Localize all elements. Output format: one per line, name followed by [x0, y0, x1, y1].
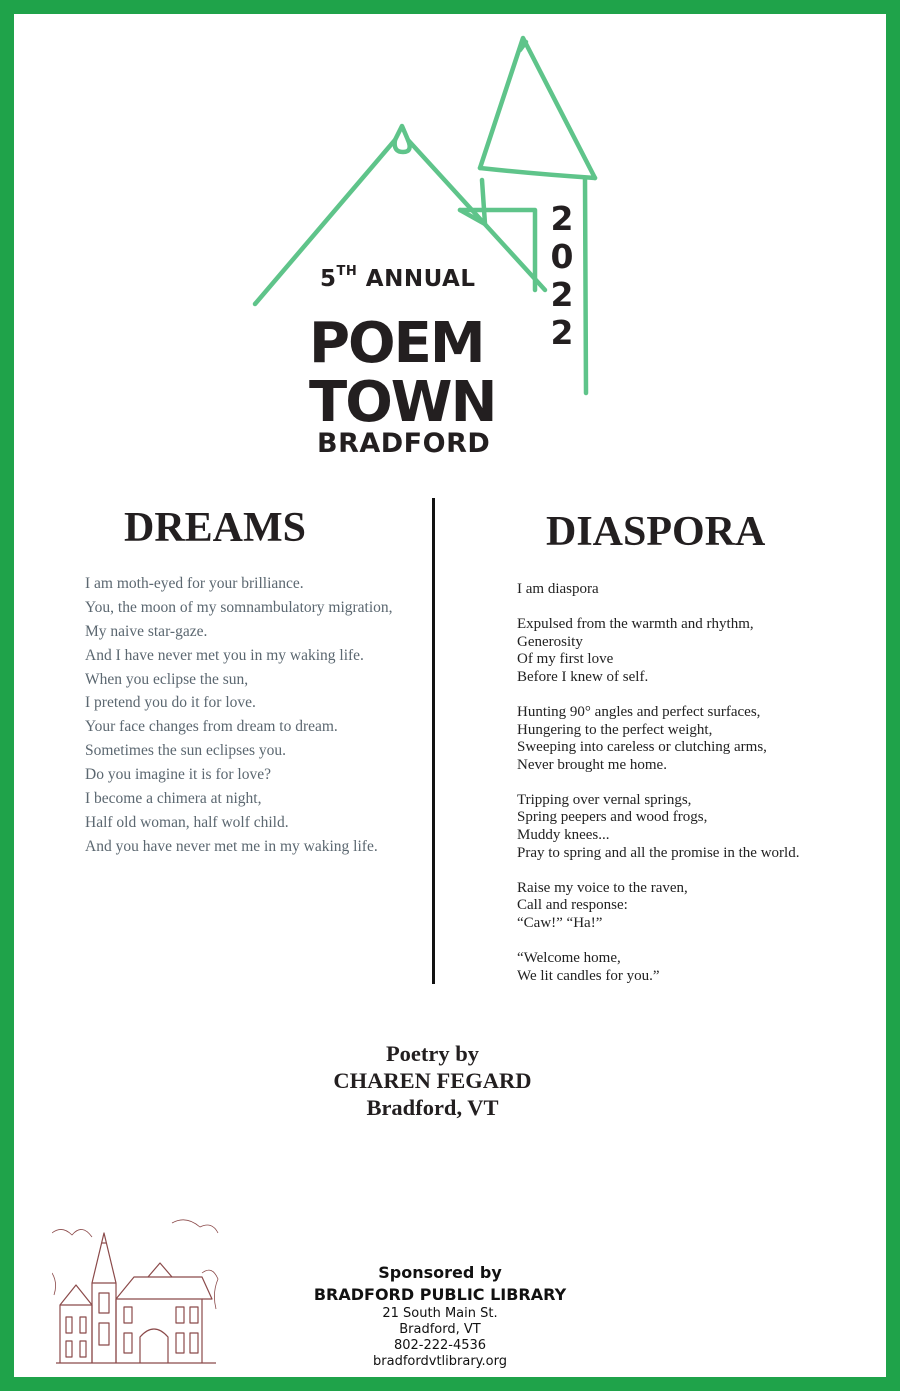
poem-line: My naive star-gaze. [85, 622, 208, 640]
sponsor-name: BRADFORD PUBLIC LIBRARY [313, 1285, 567, 1304]
poem-line: Do you imagine it is for love? [85, 766, 271, 784]
poem-line: Call and response: [517, 897, 628, 914]
poem-diaspora-body [517, 581, 887, 1003]
annual-number: 5 [320, 266, 337, 292]
stanza [517, 950, 887, 985]
sponsor-label: Sponsored by [378, 1263, 502, 1282]
poem-line: And you have never met me in my waking life. [85, 837, 378, 855]
author-name: CHAREN FEGARD [333, 1068, 532, 1093]
poem-line: We lit candles for you.” [517, 967, 660, 984]
poem-line: And I have never met you in my waking life. [85, 646, 364, 664]
library-building-drawing [52, 1213, 220, 1373]
poem-dreams-body [85, 572, 425, 859]
author-byline [250, 1040, 615, 1121]
poem-line: I am diaspora [517, 581, 599, 597]
author-location: Bradford, VT [366, 1095, 499, 1120]
stanza [517, 581, 887, 599]
stanza [517, 616, 887, 686]
logo-year [546, 200, 578, 352]
poem-line: Muddy knees... [517, 827, 610, 844]
poem-line: Sweeping into careless or clutching arms, [517, 739, 767, 756]
poem-line: Your face changes from dream to dream. [85, 718, 338, 736]
poem-line: Hungering to the perfect weight, [517, 721, 713, 738]
poem-line: Generosity [517, 633, 583, 650]
sponsor-block [290, 1262, 590, 1370]
poem-line: I pretend you do it for love. [85, 694, 256, 712]
poem-title-dreams: DREAMS [124, 505, 307, 551]
logo-city-word: BRADFORD [317, 428, 491, 459]
logo-town-word: TOWN [309, 370, 496, 435]
annual-suffix: TH [336, 264, 358, 279]
library-sketch-image [52, 1213, 220, 1373]
poem-line: “Caw!” “Ha!” [517, 914, 603, 931]
stanza [517, 792, 887, 862]
poem-line: Sometimes the sun eclipses you. [85, 742, 287, 760]
poem-line: I am moth-eyed for your brilliance. [85, 575, 304, 592]
poem-line: When you eclipse the sun, [85, 670, 249, 688]
poem-line: Hunting 90° angles and perfect surfaces, [517, 703, 761, 720]
poem-line: Pray to spring and all the promise in the world. [517, 844, 800, 861]
poem-line: Before I knew of self. [517, 668, 649, 685]
stanza [517, 704, 887, 774]
year-digit: 2 [550, 199, 574, 238]
poem-line: Never brought me home. [517, 756, 667, 773]
byline-label: Poetry by [385, 1041, 480, 1066]
year-digit: 2 [550, 313, 574, 352]
logo-poem-word: POEM [309, 311, 484, 376]
column-divider [432, 498, 435, 984]
poem-line: Spring peepers and wood frogs, [517, 809, 708, 826]
year-digit: 2 [550, 275, 574, 314]
poem-line: I become a chimera at night, [85, 790, 262, 808]
sponsor-website: bradfordvtlibrary.org [373, 1354, 507, 1369]
year-digit: 0 [550, 237, 574, 276]
sponsor-address: 21 South Main St. [382, 1306, 498, 1321]
poem-line: Expulsed from the warmth and rhythm, [517, 616, 754, 633]
poem-line: Of my first love [517, 651, 614, 668]
annual-word: ANNUAL [365, 266, 476, 292]
sponsor-phone: 802-222-4536 [393, 1338, 487, 1353]
annual-heading [320, 266, 476, 292]
poem-line: “Welcome home, [517, 950, 621, 966]
stanza [517, 880, 887, 933]
poem-line: Half old woman, half wolf child. [85, 813, 289, 831]
poem-title-diaspora: DIASPORA [546, 509, 766, 555]
poem-line: Tripping over vernal springs, [517, 791, 692, 808]
sponsor-city: Bradford, VT [399, 1322, 481, 1337]
poem-line: Raise my voice to the raven, [517, 879, 688, 896]
poem-line: You, the moon of my somnambulatory migration, [85, 598, 393, 616]
